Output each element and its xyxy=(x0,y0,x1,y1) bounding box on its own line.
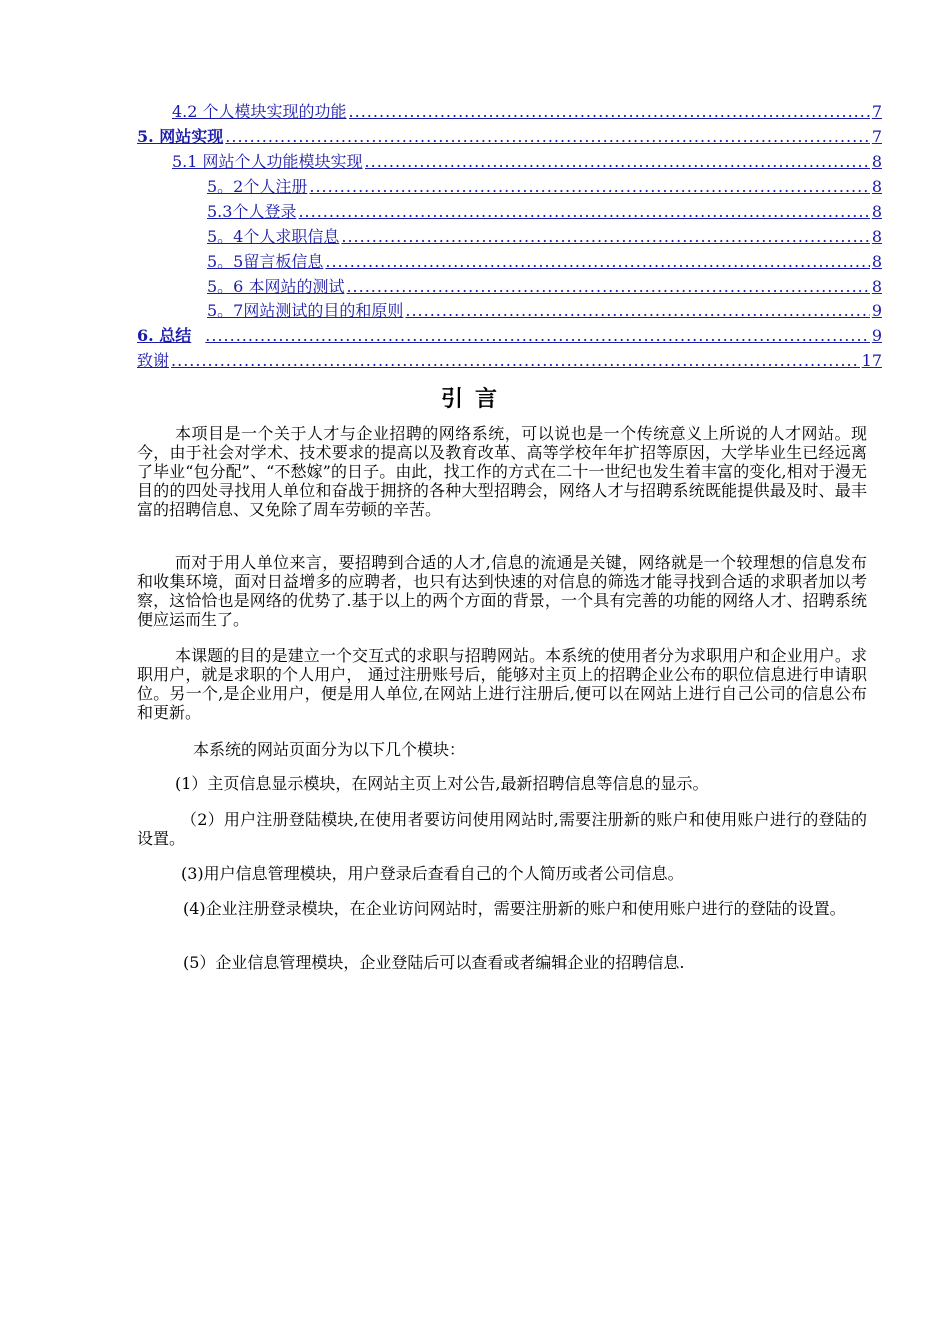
list-item: （2）用户注册登陆模块,在使用者要访问使用网站时,需要注册新的账户和使用账户进行的登陆的设置。 xyxy=(137,810,867,848)
toc-entry-title: 5。5留言板信息 xyxy=(207,252,324,271)
toc-entry-5-4[interactable] xyxy=(207,226,882,248)
toc-leader xyxy=(309,176,869,198)
toc-leader xyxy=(205,325,870,347)
toc-entry-5-5[interactable] xyxy=(207,251,882,273)
toc-entry-page: 7 xyxy=(871,102,882,121)
toc-entry-page: 8 xyxy=(871,152,882,171)
toc-entry-5-6[interactable] xyxy=(207,276,882,298)
toc-entry-title: 5.1 网站个人功能模块实现 xyxy=(172,152,363,171)
toc-leader xyxy=(325,251,869,273)
toc-entry-title: 致谢 xyxy=(137,351,170,370)
toc-entry-5[interactable] xyxy=(137,126,882,148)
body-paragraph: 本课题的目的是建立一个交互式的求职与招聘网站。本系统的使用者分为求职用户和企业用户。求职用户，就是求职的个人用户， 通过注册账号后，能够对主页上的招聘企业公布的职位信息进行申请职位。另一个,是企业用户，便是用人单位,在网站上进行注册后,便可以在网站上进行自己公司的信息公布和更新。 xyxy=(137,646,867,722)
toc-entry-title: 5。2个人注册 xyxy=(207,177,308,196)
toc-entry-page: 7 xyxy=(871,127,882,146)
toc-entry-5-7[interactable] xyxy=(207,300,882,322)
toc-entry-5-3[interactable] xyxy=(207,201,882,223)
toc-entry-page: 8 xyxy=(871,277,882,296)
toc-entry-6[interactable] xyxy=(137,325,882,347)
toc-entry-acknowledgements[interactable] xyxy=(137,350,882,372)
toc-leader xyxy=(225,126,870,148)
toc-leader xyxy=(349,101,870,123)
toc-entry-page: 9 xyxy=(871,326,882,345)
list-item: (1）主页信息显示模块，在网站主页上对公告,最新招聘信息等信息的显示。 xyxy=(175,774,709,793)
toc-entry-title: 4.2 个人模块实现的功能 xyxy=(172,102,347,121)
toc-entry-page: 9 xyxy=(871,301,882,320)
toc-entry-page: 8 xyxy=(871,252,882,271)
toc-leader xyxy=(346,276,869,298)
toc-entry-page: 8 xyxy=(871,177,882,196)
toc-entry-title: 5.3个人登录 xyxy=(207,202,297,221)
section-heading: 引言 xyxy=(440,387,509,412)
toc-leader xyxy=(171,350,860,372)
list-item: (5）企业信息管理模块，企业登陆后可以查看或者编辑企业的招聘信息. xyxy=(183,953,685,972)
toc-entry-page: 8 xyxy=(871,227,882,246)
toc-entry-5-1[interactable] xyxy=(172,151,882,173)
toc-leader xyxy=(405,300,869,322)
toc-entry-title: 5。7网站测试的目的和原则 xyxy=(207,301,404,320)
toc-leader xyxy=(341,226,869,248)
list-item: (3)用户信息管理模块，用户登录后查看自己的个人简历或者公司信息。 xyxy=(181,864,684,883)
toc-entry-title: 5。6 本网站的测试 xyxy=(207,277,345,296)
toc-entry-5-2[interactable] xyxy=(207,176,882,198)
toc-leader xyxy=(365,151,870,173)
body-paragraph: 本项目是一个关于人才与企业招聘的网络系统，可以说也是一个传统意义上所说的人才网站。现今，由于社会对学术、技术要求的提高以及教育改革、高等学校年年扩招等原因，大学毕业生已经远离了毕业“包分配”、“不愁嫁”的日子。由此，找工作的方式在二十一世纪也发生着丰富的变化,相对于漫无目的的四处寻找用人单位和奋战于拥挤的各种大型招聘会，网络人才与招聘系统既能提供最及时、最丰富的招聘信息、又免除了周车劳顿的辛苦。 xyxy=(137,424,867,519)
list-item: (4)企业注册登录模块，在企业访问网站时，需要注册新的账户和使用账户进行的登陆的设置。 xyxy=(183,899,846,918)
toc-entry-title: 5. 网站实现 xyxy=(137,127,224,146)
toc-entry-page: 17 xyxy=(861,351,882,370)
toc-entry-page: 8 xyxy=(871,202,882,221)
toc-entry-4-2[interactable] xyxy=(172,101,882,123)
toc-entry-title: 6. 总结 xyxy=(137,326,192,345)
toc-leader xyxy=(298,201,869,223)
body-paragraph: 而对于用人单位来言，要招聘到合适的人才,信息的流通是关键，网络就是一个较理想的信息发布和收集环境，面对日益增多的应聘者，也只有达到快速的对信息的筛选才能寻找到合适的求职者加以考察，这恰恰也是网络的优势了.基于以上的两个方面的背景，一个具有完善的功能的网络人才、招聘系统便应运而生了。 xyxy=(137,553,867,629)
body-paragraph: 本系统的网站页面分为以下几个模块： xyxy=(193,740,466,759)
toc-entry-title: 5。4个人求职信息 xyxy=(207,227,340,246)
